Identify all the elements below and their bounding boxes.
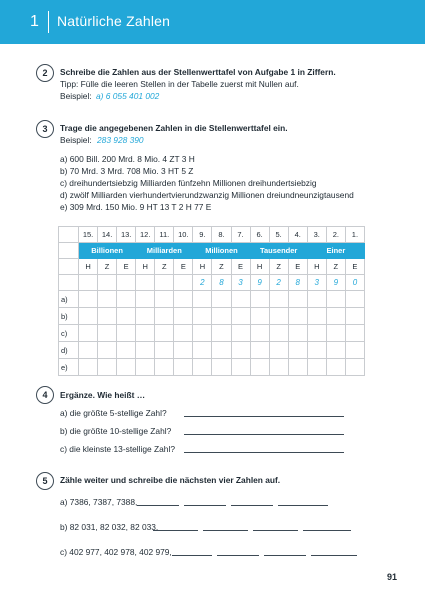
position-label: 4.	[288, 227, 307, 243]
answer-cell[interactable]	[326, 359, 345, 376]
position-label: 13.	[117, 227, 136, 243]
example-digit: 2	[269, 275, 288, 291]
group-header: Milliarden	[136, 243, 193, 259]
answer-cell[interactable]	[269, 308, 288, 325]
position-label: 2.	[326, 227, 345, 243]
example-digit	[136, 275, 155, 291]
answer-cell[interactable]	[212, 342, 231, 359]
answer-line[interactable]	[184, 434, 344, 435]
answer-cell[interactable]	[155, 342, 174, 359]
row-label: a)	[59, 291, 79, 308]
table-row	[59, 325, 365, 342]
example-digit	[117, 275, 136, 291]
answer-cell[interactable]	[231, 291, 250, 308]
table-cell	[59, 275, 79, 291]
answer-cell[interactable]	[269, 342, 288, 359]
header-divider	[48, 11, 49, 33]
task3-example-value: 283 928 390	[97, 135, 144, 145]
group-header: Tausender	[250, 243, 307, 259]
answer-cell[interactable]	[79, 342, 98, 359]
column-header: H	[307, 259, 326, 275]
answer-cell[interactable]	[117, 342, 136, 359]
task3-item-e: e) 309 Mrd. 150 Mio. 9 HT 13 T 2 H 77 E	[60, 202, 212, 212]
task5-item-a: a) 7386, 7387, 7388,	[60, 497, 138, 507]
answer-cell[interactable]	[155, 308, 174, 325]
answer-line[interactable]	[303, 530, 351, 531]
answer-cell[interactable]	[269, 291, 288, 308]
task3-example-label: Beispiel:	[60, 135, 92, 145]
task5-item-c: c) 402 977, 402 978, 402 979,	[60, 547, 172, 557]
answer-cell[interactable]	[250, 291, 269, 308]
answer-cell[interactable]	[136, 308, 155, 325]
answer-cell[interactable]	[98, 308, 117, 325]
answer-cell[interactable]	[231, 359, 250, 376]
column-header: H	[250, 259, 269, 275]
example-digit: 8	[288, 275, 307, 291]
answer-cell[interactable]	[155, 325, 174, 342]
example-digit	[174, 275, 193, 291]
answer-line[interactable]	[217, 555, 259, 556]
position-label: 7.	[231, 227, 250, 243]
task4-item-c: c) die kleinste 13-stellige Zahl?	[60, 444, 175, 454]
answer-cell[interactable]	[231, 325, 250, 342]
answer-line[interactable]	[184, 505, 226, 506]
column-header: H	[193, 259, 212, 275]
page-number: 91	[386, 572, 397, 582]
position-label: 8.	[212, 227, 231, 243]
table-row	[59, 308, 365, 325]
answer-cell[interactable]	[269, 359, 288, 376]
answer-line[interactable]	[264, 555, 306, 556]
answer-cell[interactable]	[174, 325, 193, 342]
row-label: e)	[59, 359, 79, 376]
answer-cell[interactable]	[193, 342, 212, 359]
answer-cell[interactable]	[155, 291, 174, 308]
answer-cell[interactable]	[212, 291, 231, 308]
column-header: E	[174, 259, 193, 275]
answer-line[interactable]	[172, 555, 212, 556]
answer-line[interactable]	[231, 505, 273, 506]
column-header: E	[117, 259, 136, 275]
task2-tip: Tipp: Fülle die leeren Stellen in der Tabelle zuerst mit Nullen auf.	[60, 79, 299, 89]
group-header: Billionen	[79, 243, 136, 259]
answer-cell[interactable]	[98, 359, 117, 376]
example-digit: 3	[307, 275, 326, 291]
answer-cell[interactable]	[212, 359, 231, 376]
task3-instruction: Trage die angegebenen Zahlen in die Stellenwerttafel ein.	[60, 123, 288, 133]
answer-cell[interactable]	[307, 308, 326, 325]
answer-cell[interactable]	[288, 342, 307, 359]
answer-cell[interactable]	[117, 308, 136, 325]
task3-item-a: a) 600 Bill. 200 Mrd. 8 Mio. 4 ZT 3 H	[60, 154, 195, 164]
task3-item-b: b) 70 Mrd. 3 Mrd. 708 Mio. 3 HT 5 Z	[60, 166, 194, 176]
answer-cell[interactable]	[193, 359, 212, 376]
answer-cell[interactable]	[79, 325, 98, 342]
chapter-header	[0, 0, 425, 44]
column-header: Z	[212, 259, 231, 275]
answer-cell[interactable]	[174, 342, 193, 359]
position-label: 14.	[98, 227, 117, 243]
answer-cell[interactable]	[288, 291, 307, 308]
column-header: Z	[326, 259, 345, 275]
answer-cell[interactable]	[79, 359, 98, 376]
answer-cell[interactable]	[155, 359, 174, 376]
answer-cell[interactable]	[136, 325, 155, 342]
example-digit: 8	[212, 275, 231, 291]
answer-line[interactable]	[253, 530, 298, 531]
answer-line[interactable]	[311, 555, 357, 556]
answer-cell[interactable]	[345, 291, 364, 308]
task5-instruction: Zähle weiter und schreibe die nächsten vier Zahlen auf.	[60, 475, 281, 485]
column-header: Z	[155, 259, 174, 275]
example-digit: 9	[250, 275, 269, 291]
answer-cell[interactable]	[288, 359, 307, 376]
table-row	[59, 259, 365, 275]
position-label: 12.	[136, 227, 155, 243]
task4-item-a: a) die größte 5-stellige Zahl?	[60, 408, 167, 418]
answer-cell[interactable]	[79, 291, 98, 308]
table-row	[59, 342, 365, 359]
group-header: Millionen	[193, 243, 250, 259]
task3-item-d: d) zwölf Milliarden vierhundertvierundzwanzig Millionen dreiundneunzigtausend	[60, 190, 354, 200]
example-digit: 3	[231, 275, 250, 291]
example-digit: 9	[326, 275, 345, 291]
column-header: E	[288, 259, 307, 275]
answer-cell[interactable]	[98, 342, 117, 359]
column-header: Z	[98, 259, 117, 275]
position-label: 3.	[307, 227, 326, 243]
task-number-badge: 4	[36, 386, 54, 404]
table-cell	[59, 227, 79, 243]
answer-cell[interactable]	[250, 342, 269, 359]
table-row	[59, 275, 365, 291]
answer-cell[interactable]	[326, 308, 345, 325]
table-row	[59, 243, 365, 259]
example-digit	[98, 275, 117, 291]
answer-cell[interactable]	[345, 325, 364, 342]
position-label: 11.	[155, 227, 174, 243]
answer-cell[interactable]	[174, 308, 193, 325]
answer-cell[interactable]	[345, 359, 364, 376]
answer-cell[interactable]	[98, 325, 117, 342]
position-label: 9.	[193, 227, 212, 243]
row-label: c)	[59, 325, 79, 342]
answer-cell[interactable]	[193, 325, 212, 342]
task-number-badge: 3	[36, 120, 54, 138]
row-label: d)	[59, 342, 79, 359]
answer-cell[interactable]	[345, 342, 364, 359]
answer-line[interactable]	[184, 416, 344, 417]
answer-cell[interactable]	[136, 342, 155, 359]
answer-cell[interactable]	[250, 325, 269, 342]
position-label: 6.	[250, 227, 269, 243]
group-header: Einer	[307, 243, 364, 259]
answer-cell[interactable]	[345, 308, 364, 325]
task4-instruction: Ergänze. Wie heißt …	[60, 390, 146, 400]
answer-cell[interactable]	[250, 308, 269, 325]
column-header: H	[136, 259, 155, 275]
answer-cell[interactable]	[307, 291, 326, 308]
answer-cell[interactable]	[326, 342, 345, 359]
answer-cell[interactable]	[136, 291, 155, 308]
answer-cell[interactable]	[193, 291, 212, 308]
task3-item-c: c) dreihundertsiebzig Milliarden fünfzehn Millionen dreihundertsiebzig	[60, 178, 317, 188]
example-digit	[79, 275, 98, 291]
answer-cell[interactable]	[117, 291, 136, 308]
position-label: 15.	[79, 227, 98, 243]
chapter-number: 1	[30, 13, 39, 30]
table-row	[59, 227, 365, 243]
answer-cell[interactable]	[250, 359, 269, 376]
task2-example-label: Beispiel:	[60, 91, 92, 101]
answer-line[interactable]	[137, 505, 179, 506]
answer-cell[interactable]	[174, 359, 193, 376]
table-cell	[59, 259, 79, 275]
answer-cell[interactable]	[326, 291, 345, 308]
position-label: 1.	[345, 227, 364, 243]
column-header: H	[79, 259, 98, 275]
task-number-badge: 5	[36, 472, 54, 490]
answer-cell[interactable]	[212, 308, 231, 325]
answer-line[interactable]	[278, 505, 328, 506]
answer-cell[interactable]	[269, 325, 288, 342]
answer-cell[interactable]	[98, 291, 117, 308]
answer-cell[interactable]	[231, 308, 250, 325]
column-header: Z	[269, 259, 288, 275]
answer-line[interactable]	[203, 530, 248, 531]
task2-example-value: a) 6 055 401 002	[96, 91, 160, 101]
answer-cell[interactable]	[231, 342, 250, 359]
answer-line[interactable]	[153, 530, 198, 531]
answer-cell[interactable]	[288, 308, 307, 325]
place-value-table	[58, 226, 365, 376]
answer-cell[interactable]	[79, 308, 98, 325]
row-label: b)	[59, 308, 79, 325]
example-digit: 0	[345, 275, 364, 291]
answer-cell[interactable]	[212, 325, 231, 342]
answer-cell[interactable]	[193, 308, 212, 325]
answer-cell[interactable]	[307, 359, 326, 376]
example-digit	[155, 275, 174, 291]
answer-cell[interactable]	[307, 325, 326, 342]
answer-cell[interactable]	[174, 291, 193, 308]
task-number-badge: 2	[36, 64, 54, 82]
answer-cell[interactable]	[117, 359, 136, 376]
table-row	[59, 359, 365, 376]
task4-item-b: b) die größte 10-stellige Zahl?	[60, 426, 172, 436]
table-row	[59, 291, 365, 308]
position-label: 5.	[269, 227, 288, 243]
chapter-title: Natürliche Zahlen	[57, 13, 171, 29]
answer-cell[interactable]	[307, 342, 326, 359]
task2-instruction: Schreibe die Zahlen aus der Stellenwerttafel von Aufgabe 1 in Ziffern.	[60, 67, 336, 77]
example-digit: 2	[193, 275, 212, 291]
position-label: 10.	[174, 227, 193, 243]
answer-cell[interactable]	[288, 325, 307, 342]
answer-cell[interactable]	[117, 325, 136, 342]
answer-cell[interactable]	[326, 325, 345, 342]
column-header: E	[231, 259, 250, 275]
column-header: E	[345, 259, 364, 275]
answer-line[interactable]	[184, 452, 344, 453]
answer-cell[interactable]	[136, 359, 155, 376]
table-cell	[59, 243, 79, 259]
task5-item-b: b) 82 031, 82 032, 82 033,	[60, 522, 159, 532]
